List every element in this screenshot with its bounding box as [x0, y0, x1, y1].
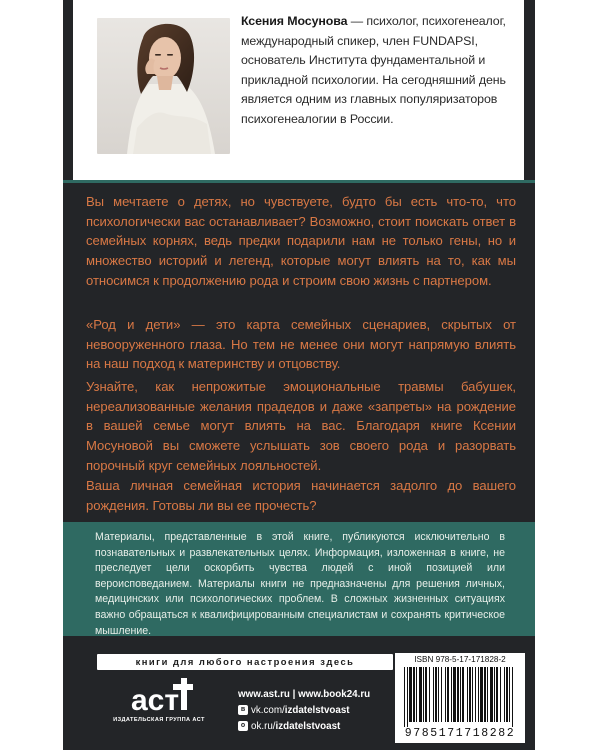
blurb-paragraph: «Род и дети» — это карта семейных сценариев, скрытых от невооруженного глаза. Но тем не менее они могут напрямую влиять на наш подход к материнству и отцовству.	[86, 317, 516, 372]
author-photo	[97, 18, 230, 154]
vk-label: vk.com/	[251, 704, 285, 716]
blurb-paragraph: Ваша личная семейная история начинается задолго до вашего рождения. Готовы ли вы ее прочесть?	[86, 478, 516, 513]
ok-label: ok.ru/	[251, 720, 276, 732]
book-back-cover	[63, 0, 535, 750]
publisher-links	[238, 686, 370, 734]
author-bio	[241, 12, 531, 130]
publisher-slogan: книги для любого настроения здесь	[97, 654, 393, 670]
disclaimer-text: Материалы, представленные в этой книге, публикуются исключительно в познавательных и развлекательных целях. Информация, изложенная в книге, не преследует цели оскорбить чувства людей с иной позицией или вероисповеданием. Материалы книги не предназначены для решения личных, медицинских или психологических проблем. В сложных жизненных ситуациях важно обращаться к квалифицированным специалистам и сохранять критическое мышление.	[95, 531, 505, 637]
blurb-paragraph: Вы мечтаете о детях, но чувствуете, будто бы есть что-то, что психологически вас останавливает? Возможно, стоит поискать ответ в семейных корнях, ведь предки подарили нам не только гены, но и множество историй и легенд, которые могут влиять на то, как мы относимся к продолжению рода и строим свою жизнь с партнером.	[86, 194, 516, 288]
author-bio-text: — психолог, психогенеалог, международный спикер, член FUNDAPSI, основатель Института фундаментальной и прикладной психологии. На сегодняшний день является одним из главных популяризаторов психогенеалогии в России.	[241, 14, 506, 126]
isbn-text: ISBN 978-5-17-171828-2	[414, 655, 506, 664]
ast-logo-text: аст	[131, 684, 180, 717]
ean-number: 9785171718282	[404, 727, 516, 740]
vk-icon: в	[238, 705, 248, 715]
author-name: Ксения Мосунова	[241, 14, 348, 28]
ok-handle: izdatelstvoast	[275, 720, 341, 732]
ast-logo	[107, 674, 207, 734]
disclaimer-box	[63, 522, 535, 636]
vk-handle: izdatelstvoast	[284, 704, 350, 716]
barcode-bars	[403, 667, 517, 727]
ok-icon: о	[238, 721, 248, 731]
ok-link[interactable]	[238, 718, 370, 734]
website-links[interactable]: www.ast.ru | www.book24.ru	[238, 688, 371, 700]
author-panel	[73, 0, 524, 180]
author-divider	[63, 180, 535, 183]
vk-link[interactable]	[238, 702, 370, 718]
blurb-paragraph: Узнайте, как непрожитые эмоциональные травмы бабушек, нереализованные желания прадедов и даже «запреты» на рождение в вашей семье могут влиять на вас. Благодаря книге Ксении Мосуновой вы сможете услышать зов своего рода и разорвать порочный круг семейных лояльностей.	[86, 379, 516, 473]
publisher-name: ИЗДАТЕЛЬСКАЯ ГРУППА АСТ	[113, 717, 205, 723]
isbn-barcode	[395, 653, 525, 743]
